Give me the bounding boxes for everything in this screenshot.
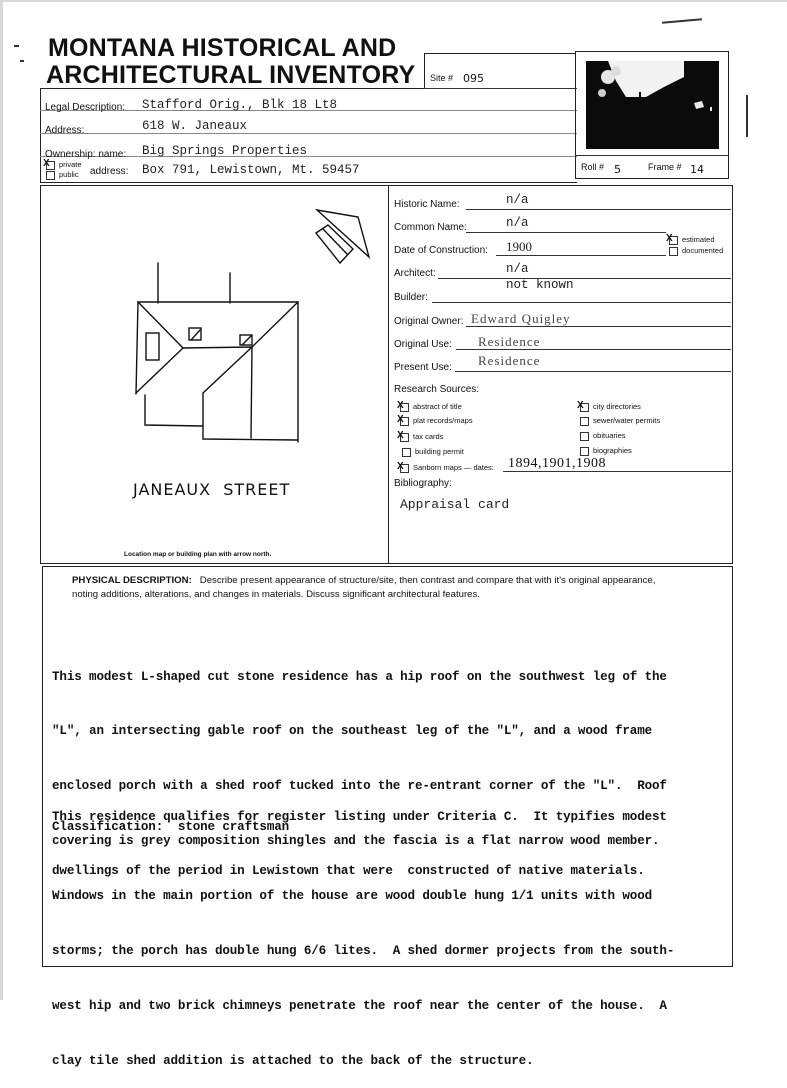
date-documented-checkbox[interactable] xyxy=(669,246,723,256)
research-tax-cards[interactable] xyxy=(400,432,443,442)
research-building-permit[interactable] xyxy=(402,447,464,457)
historic-name-value: n/a xyxy=(506,193,529,207)
row-divider xyxy=(424,88,577,89)
site-photo xyxy=(586,61,719,149)
original-use-value: Residence xyxy=(478,334,541,349)
public-checkbox-box[interactable] xyxy=(46,171,55,180)
field-underline xyxy=(496,255,666,256)
description-line: west hip and two brick chimneys penetrate the roof near the center of the house. A xyxy=(52,998,667,1013)
checkbox[interactable] xyxy=(402,448,411,457)
historic-name-label: Historic Name: xyxy=(394,199,460,210)
scan-mark xyxy=(20,60,24,62)
description-line: This residence qualifies for register listing under Criteria C. It typifies modest xyxy=(52,809,667,824)
roll-value: 5 xyxy=(614,163,621,176)
builder-label: Builder: xyxy=(394,292,428,303)
sanborn-label: Sanborn maps — dates: xyxy=(413,463,494,472)
documented-label: documented xyxy=(682,246,724,255)
original-owner-label: Original Owner: xyxy=(394,316,464,327)
street-label: JANEAUX STREET xyxy=(133,480,291,499)
research-biographies[interactable] xyxy=(580,446,632,456)
field-underline xyxy=(466,232,666,233)
present-use-label: Present Use: xyxy=(394,362,452,373)
checkbox[interactable] xyxy=(400,403,409,412)
research-plat-records[interactable] xyxy=(400,416,473,426)
field-underline xyxy=(455,371,731,372)
architect-label: Architect: xyxy=(394,268,436,279)
field-underline xyxy=(438,278,731,279)
research-sources-heading: Research Sources: xyxy=(394,384,480,395)
ownership-address-label: address: xyxy=(90,166,129,177)
physical-description-heading: PHYSICAL DESCRIPTION: xyxy=(72,575,192,586)
instructions-line2: noting additions, alterations, and changes in materials. Discuss significant architectural features. xyxy=(72,588,480,600)
checkbox[interactable] xyxy=(580,417,589,426)
site-plan-sketch xyxy=(40,185,388,564)
ownership-public-checkbox[interactable] xyxy=(46,170,79,180)
checkbox[interactable] xyxy=(400,417,409,426)
original-use-label: Original Use: xyxy=(394,339,452,350)
site-number-value: 095 xyxy=(463,72,484,85)
scan-mark xyxy=(746,95,748,137)
scan-top-edge xyxy=(0,0,787,2)
research-obituaries[interactable] xyxy=(580,431,626,441)
checkbox[interactable] xyxy=(400,433,409,442)
architect-value: n/a xyxy=(506,262,529,276)
estimated-checkbox-box[interactable] xyxy=(669,236,678,245)
scan-left-edge xyxy=(0,0,3,1000)
field-underline xyxy=(456,349,731,350)
form-title-line2: ARCHITECTURAL INVENTORY xyxy=(46,61,416,89)
research-item-label: sewer/water permits xyxy=(593,416,661,425)
builder-value: not known xyxy=(506,278,574,292)
legal-description-value: Stafford Orig., Blk 18 Lt8 xyxy=(142,98,338,112)
ownership-private-checkbox[interactable] xyxy=(46,160,82,170)
documented-checkbox-box[interactable] xyxy=(669,247,678,256)
site-number-label: Site # xyxy=(430,73,454,83)
scan-mark xyxy=(662,18,702,23)
frame-label: Frame # xyxy=(648,162,682,172)
date-of-construction-value: 1900 xyxy=(506,239,532,254)
research-sanborn-maps[interactable] xyxy=(400,463,494,473)
present-use-value: Residence xyxy=(478,353,541,368)
sanborn-dates-value: 1894,1901,1908 xyxy=(508,456,606,471)
description-line: dwellings of the period in Lewistown that were constructed of native materials. xyxy=(52,864,645,879)
research-item-label: plat records/maps xyxy=(413,416,473,425)
checkbox[interactable] xyxy=(400,464,409,473)
section-divider xyxy=(388,185,389,564)
house-photo-image xyxy=(586,61,719,149)
field-underline xyxy=(503,471,731,472)
physical-description-instructions xyxy=(72,574,655,601)
row-divider xyxy=(40,133,577,134)
classification-line: Classification: stone craftsman xyxy=(52,820,290,834)
research-item-label: tax cards xyxy=(413,432,444,441)
ownership-address-value: Box 791, Lewistown, Mt. 59457 xyxy=(142,163,360,177)
field-underline xyxy=(466,326,731,327)
checkbox[interactable] xyxy=(580,403,589,412)
roll-label: Roll # xyxy=(581,162,605,172)
date-of-construction-label: Date of Construction: xyxy=(394,245,488,256)
ownership-name-value: Big Springs Properties xyxy=(142,144,308,158)
date-estimated-checkbox[interactable] xyxy=(669,235,715,245)
checkbox[interactable] xyxy=(580,432,589,441)
private-label: private xyxy=(59,160,82,169)
field-underline xyxy=(432,302,731,303)
site-number-box xyxy=(424,53,575,89)
description-line: Windows in the main portion of the house are wood double hung 1/1 units with wood xyxy=(52,889,653,904)
research-city-directories[interactable] xyxy=(580,402,641,412)
form-title-line1: MONTANA HISTORICAL AND xyxy=(48,34,397,62)
site-plan-caption: Location map or building plan with arrow north. xyxy=(124,551,272,558)
common-name-label: Common Name: xyxy=(394,222,467,233)
description-line: storms; the porch has double hung 6/6 lites. A shed dormer projects from the south- xyxy=(52,944,675,959)
checkbox[interactable] xyxy=(580,447,589,456)
research-item-label: biographies xyxy=(593,446,632,455)
common-name-value: n/a xyxy=(506,216,529,230)
research-item-label: obituaries xyxy=(593,431,626,440)
ownership-name-label: Ownership: name: xyxy=(45,149,127,160)
research-item-label: building permit xyxy=(415,447,464,456)
estimated-label: estimated xyxy=(682,235,715,244)
frame-value: 14 xyxy=(690,163,704,176)
research-sewer-water-permits[interactable] xyxy=(580,416,660,426)
instructions-line1: Describe present appearance of structure/site, then contrast and compare that with it's original appearance, xyxy=(199,575,656,586)
photo-divider xyxy=(575,155,729,156)
field-underline xyxy=(466,209,731,210)
legal-description-label: Legal Description: xyxy=(45,102,126,113)
scan-mark xyxy=(14,45,19,47)
bibliography-label: Bibliography: xyxy=(394,478,452,489)
address-value: 618 W. Janeaux xyxy=(142,119,248,133)
research-abstract-of-title[interactable] xyxy=(400,402,462,412)
public-label: public xyxy=(59,170,79,179)
description-line: enclosed porch with a shed roof tucked into the re-entrant corner of the "L". Roof xyxy=(52,779,667,794)
private-checkbox-box[interactable] xyxy=(46,161,55,170)
original-owner-value: Edward Quigley xyxy=(471,311,571,326)
research-item-label: city directories xyxy=(593,402,641,411)
description-line: This modest L-shaped cut stone residence has a hip roof on the southwest leg of the xyxy=(52,669,667,684)
address-label: Address: xyxy=(45,125,85,136)
description-line: clay tile shed addition is attached to the back of the structure. xyxy=(52,1053,534,1068)
north-arrow-icon xyxy=(316,210,369,263)
description-line: covering is grey composition shingles and the fascia is a flat narrow wood member. xyxy=(52,834,660,849)
description-line: "L", an intersecting gable roof on the southeast leg of the "L", and a wood frame xyxy=(52,724,653,739)
research-item-label: abstract of title xyxy=(413,402,462,411)
bibliography-value: Appraisal card xyxy=(400,497,510,512)
